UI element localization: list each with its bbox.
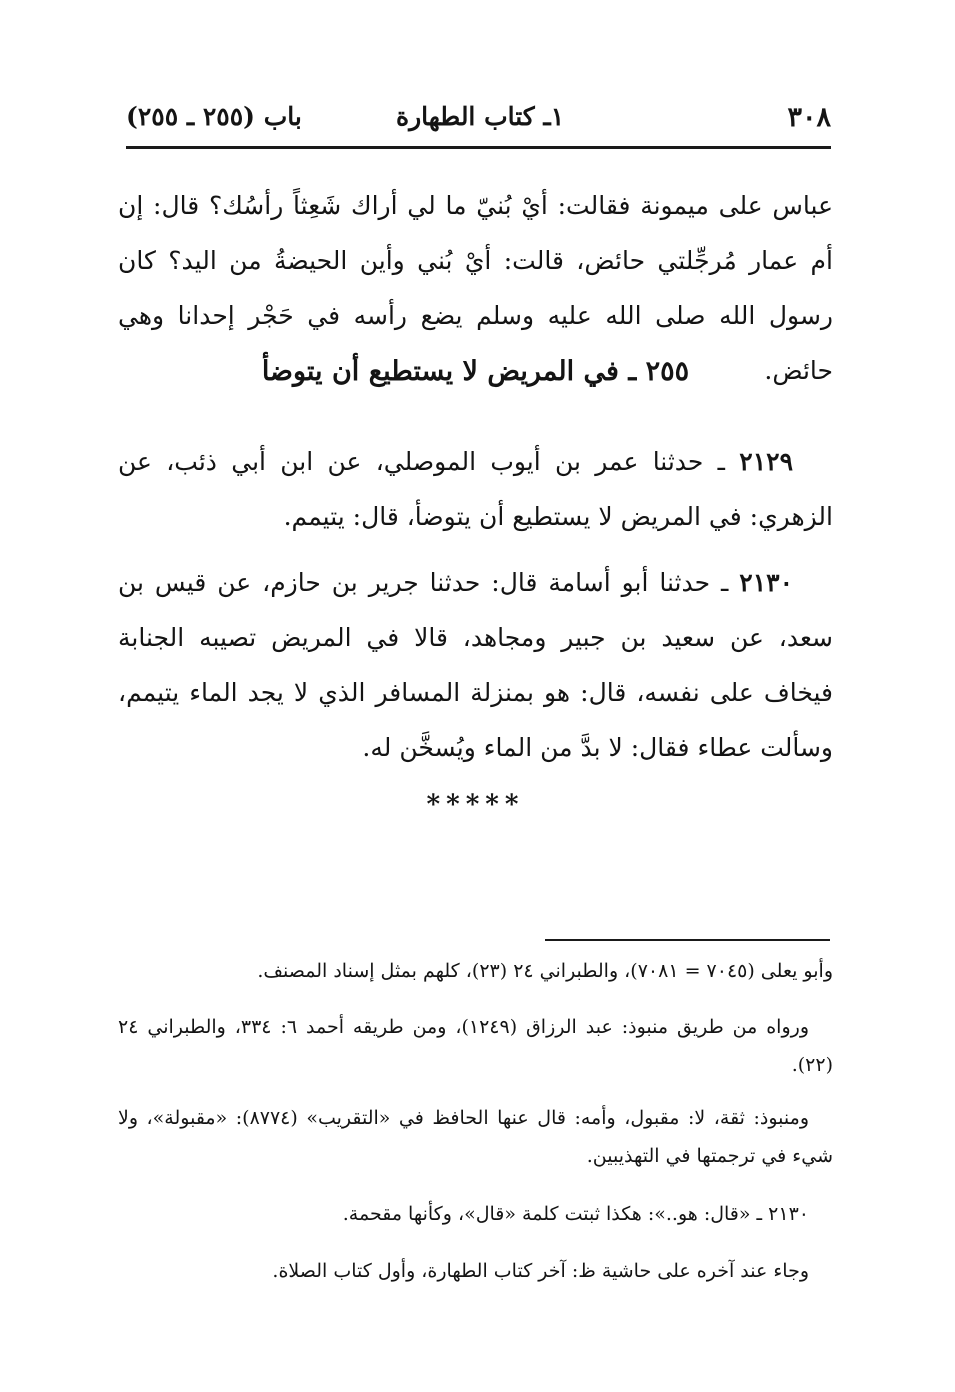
hadith-number: ٢١٣٠ — [739, 568, 793, 597]
hadith-text: ـ حدثنا عمر بن أيوب الموصلي، عن ابن أبي ذئب، عن الزهري: في المريض لا يستطيع أن يتوضأ، قال: يتيمم. — [118, 447, 833, 531]
hadith-number: ٢١٢٩ — [739, 447, 794, 476]
footnote-2: ورواه من طريق منبوذ: عبد الرزاق (١٢٤٩)، ومن طريقه أحمد ٦: ٣٣٤، والطبراني ٢٤ (٢٢). — [118, 1016, 833, 1076]
chapter-range: باب (٢٥٥ ـ ٢٥٥) — [126, 102, 302, 131]
hadith-text: ـ حدثنا أبو أسامة قال: حدثنا جرير بن حازم، عن قيس بن سعد، عن سعيد بن جبير ومجاهد، قالا في المريض تصيبه الجنابة فيخاف على نفسه، قال: هو بمنزلة المسافر الذي لا يجد الماء يتيمم، وسألت عطاء فقال: لا بدَّ من الماء ويُسخَّن له. — [118, 568, 833, 762]
footnote-4: ٢١٣٠ ـ «قال: هو..»: هكذا ثبتت كلمة «قال»، وكأنها مقحمة. — [342, 1203, 809, 1225]
hadith-2129 — [118, 434, 833, 544]
book-title: ١ـ كتاب الطهارة — [396, 102, 565, 131]
header-rule — [126, 146, 831, 149]
hadith-2130 — [118, 555, 833, 775]
footnote-1: وأبو يعلى (٧٠٤٥ = ٧٠٨١)، والطبراني ٢٤ (٢٣)، كلهم بمثل إسناد المصنف. — [257, 960, 833, 982]
continued-paragraph: عباس على ميمونة فقالت: أيْ بُنيّ ما لي أراك شَعِثاً رأسُك؟ قال: إن أم عمار مُرجِّلتي حائض، قالت: أيْ بُني وأين الحيضةُ من اليد؟ كان رسول الله صلى الله عليه وسلم يضع رأسه في حَجْر إحدانا وهي حائض. — [118, 191, 833, 385]
section-heading: ٢٥٥ ـ في المريض لا يستطيع أن يتوضأ — [261, 356, 690, 387]
page-number: ٣٠٨ — [787, 102, 831, 133]
running-header — [126, 94, 831, 144]
footnote-5: وجاء عند آخره على حاشية ظ: آخر كتاب الطهارة، وأول كتاب الصلاة. — [272, 1260, 809, 1282]
section-separator: ***** — [426, 790, 525, 820]
footnote-rule — [545, 939, 830, 941]
footnote-3: ومنبوذ: ثقة، لا: مقبول، وأمه: قال عنها الحافظ في «التقريب» (٨٧٧٤): «مقبولة»، ولا شيء في ترجمتها في التهذيبين. — [118, 1107, 833, 1167]
